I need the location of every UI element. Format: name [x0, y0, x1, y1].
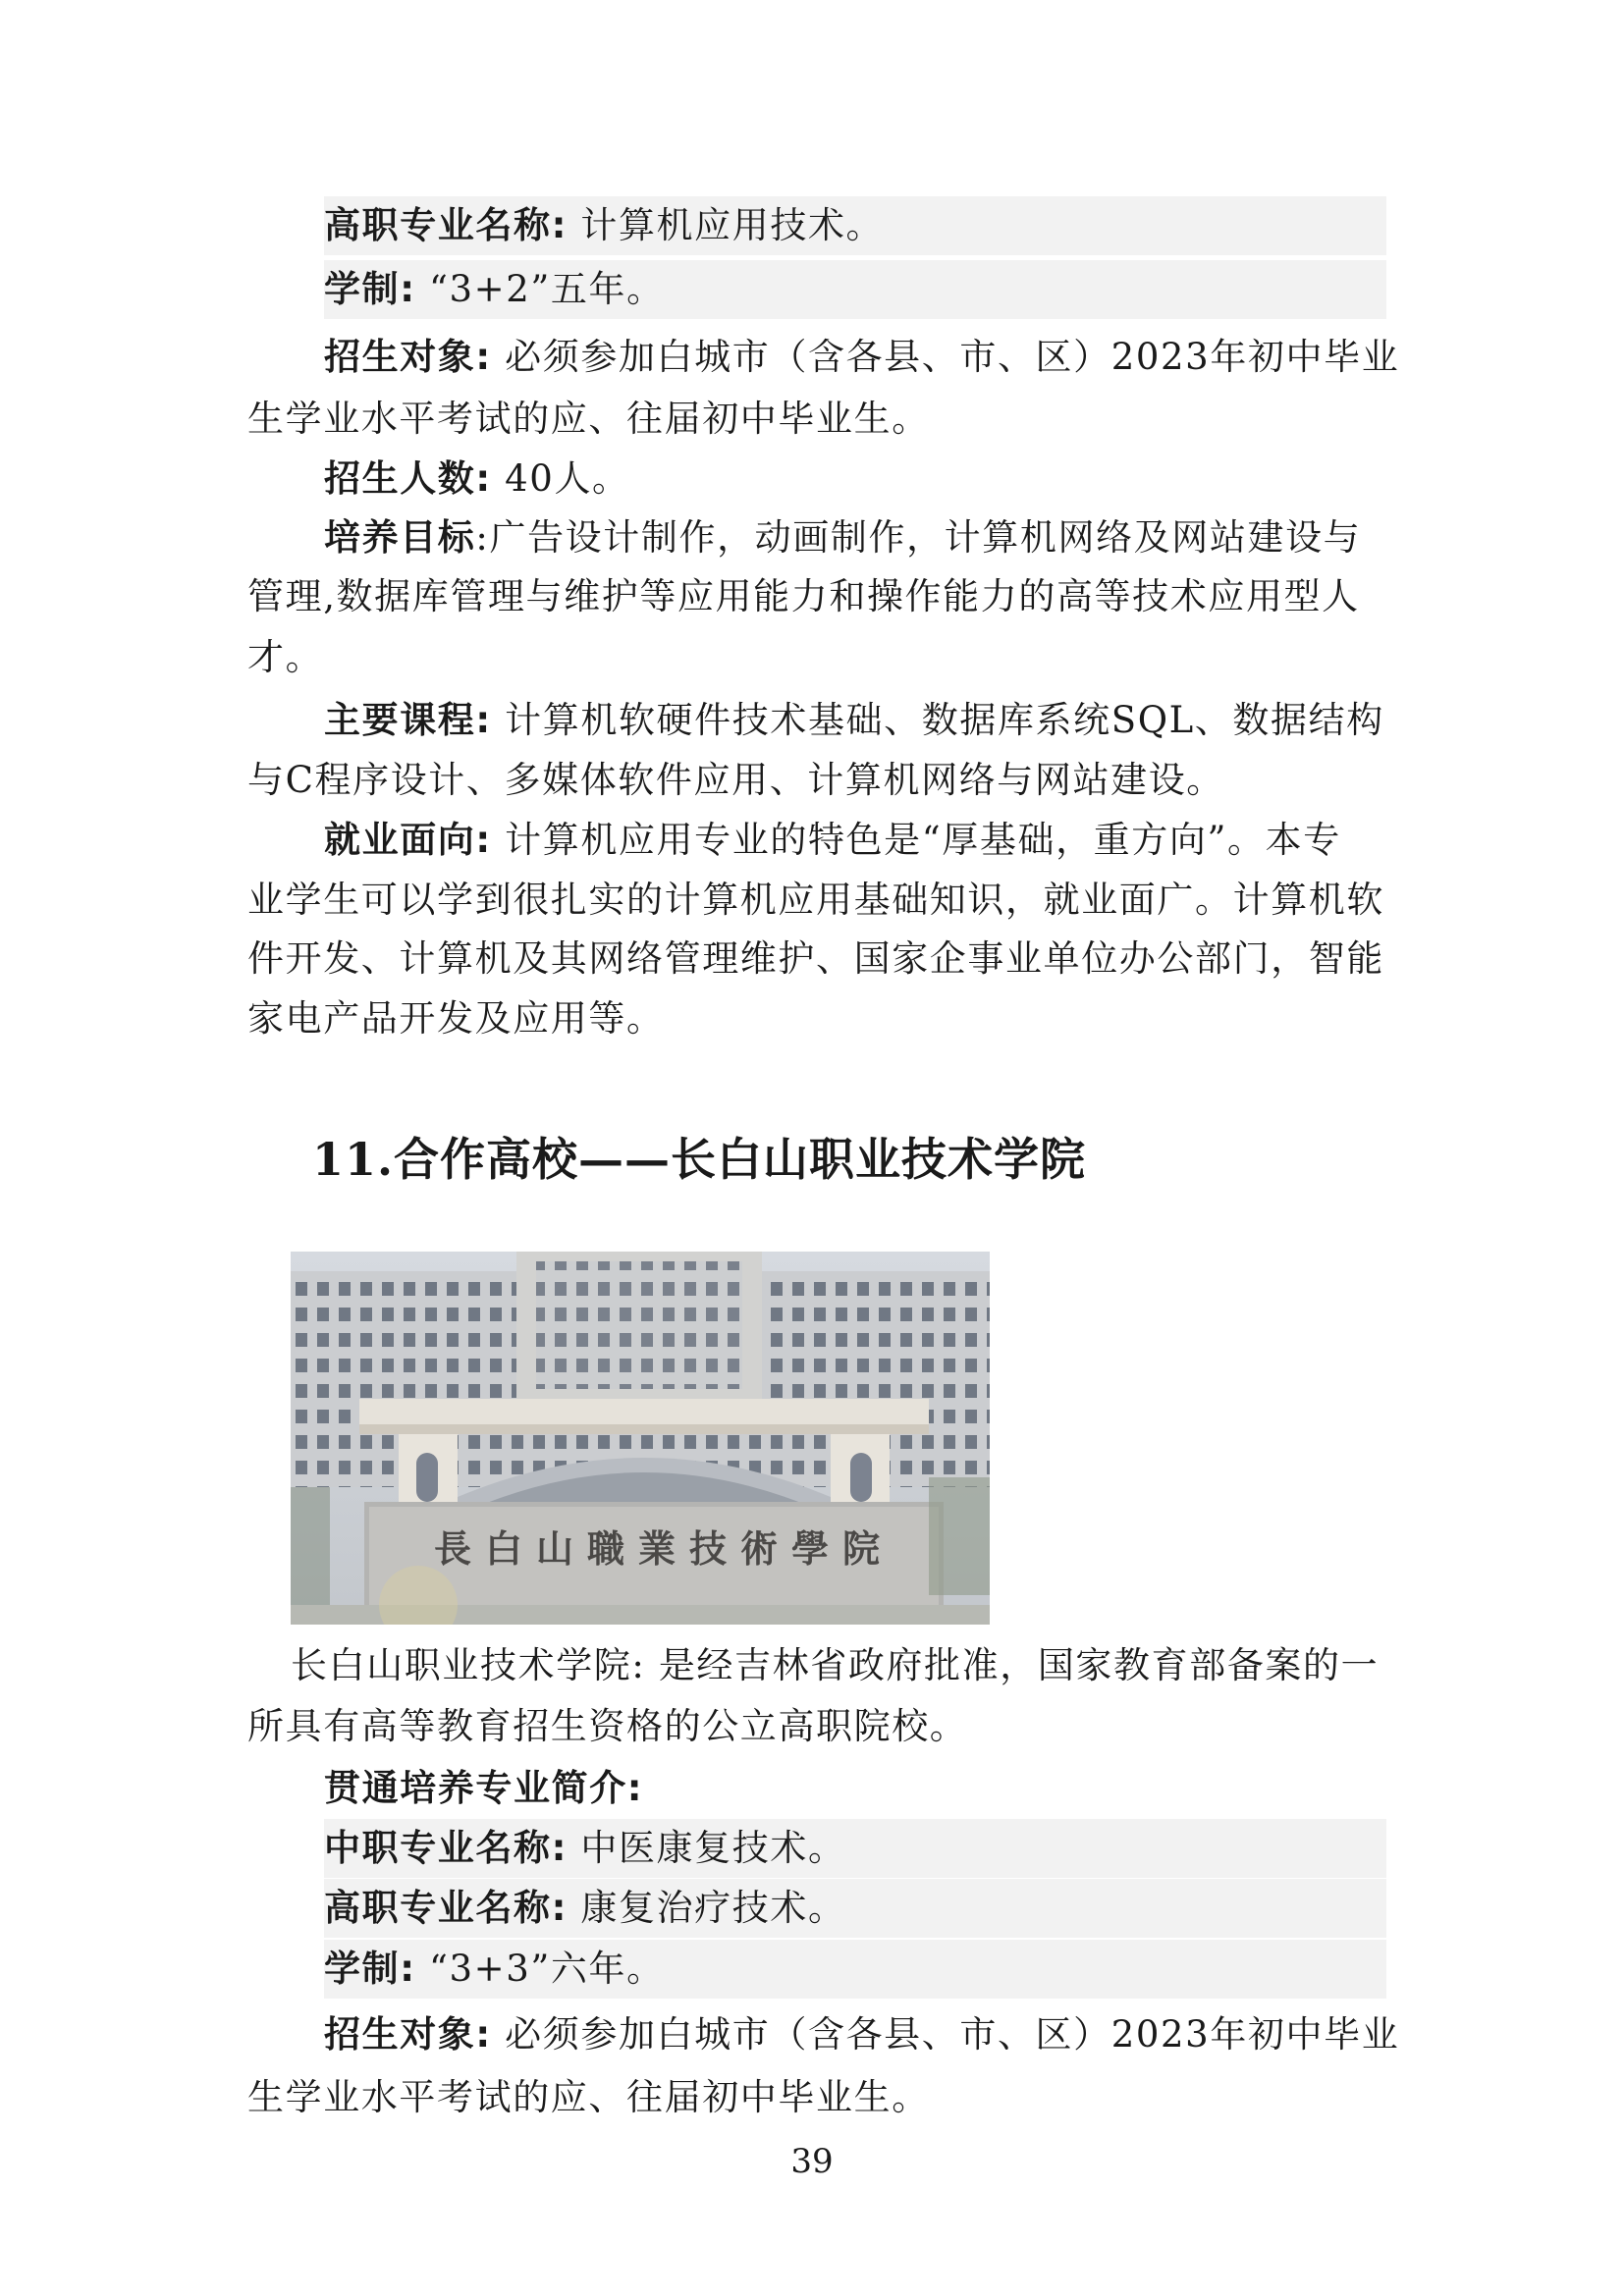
duration-value: “3+2”五年。: [415, 268, 665, 310]
secondary-major-line: [324, 1819, 1386, 1878]
duration2-value: “3+3”六年。: [415, 1948, 665, 1990]
duration-label: 学制:: [324, 268, 416, 310]
section-heading: 11.合作高校——长白山职业技术学院: [312, 1133, 1087, 1186]
major-name-value: 计算机应用技术。: [568, 204, 885, 246]
page-number: 39: [790, 2142, 834, 2181]
courses-label: 主要课程:: [324, 699, 492, 741]
courses-line-2: 与C程序设计、多媒体软件应用、计算机网络与网站建设。: [247, 759, 1224, 801]
quota-line: [324, 450, 1386, 508]
campus-photo: [291, 1252, 990, 1625]
courses-line-1: [324, 691, 1386, 750]
duration-line: [324, 260, 1386, 319]
duration2-label: 学制:: [324, 1948, 416, 1990]
intro-line-2: 所具有高等教育招生资格的公立高职院校。: [247, 1705, 968, 1747]
target-line-2: 生学业水平考试的应、往届初中毕业生。: [247, 398, 930, 440]
goal-label: 培养目标: [324, 516, 476, 559]
goal-line-1: [324, 508, 1386, 567]
target-line-1: [324, 328, 1400, 387]
courses-text-1: 计算机软硬件技术基础、数据库系统SQL、数据结构: [491, 699, 1384, 741]
major-name-label: 高职专业名称:: [324, 204, 568, 246]
target2-line-1: [324, 2005, 1400, 2064]
goal-text-1: :广告设计制作，动画制作，计算机网络及网站建设与: [475, 516, 1362, 559]
employment-line-4: 家电产品开发及应用等。: [247, 997, 665, 1040]
higher-major-label: 高职专业名称:: [324, 1887, 568, 1929]
duration2-line: [324, 1940, 1386, 1999]
higher-major-line: [324, 1879, 1386, 1938]
program-title-line: [324, 1759, 1386, 1818]
secondary-major-label: 中职专业名称:: [324, 1827, 568, 1869]
goal-line-3: 才。: [247, 636, 324, 678]
target2-line-2: 生学业水平考试的应、往届初中毕业生。: [247, 2076, 930, 2118]
quota-value: 40人。: [491, 457, 630, 500]
employment-label: 就业面向:: [324, 819, 492, 861]
program-title: 贯通培养专业简介:: [324, 1767, 644, 1809]
target2-text-1: 必须参加白城市（含各县、市、区）2023年初中毕业: [491, 2013, 1400, 2056]
secondary-major-value: 中医康复技术。: [568, 1827, 846, 1869]
higher-major-value: 康复治疗技术。: [568, 1887, 846, 1929]
intro-line-1: 长白山职业技术学院: 是经吉林省政府批准，国家教育部备案的一: [291, 1644, 1380, 1686]
employment-text-1: 计算机应用专业的特色是“厚基础，重方向”。本专: [491, 819, 1341, 861]
major-name-line: [324, 196, 1386, 255]
target-text-1: 必须参加白城市（含各县、市、区）2023年初中毕业: [491, 336, 1400, 378]
goal-line-2: 管理,数据库管理与维护等应用能力和操作能力的高等技术应用型人: [247, 575, 1360, 617]
employment-line-2: 业学生可以学到很扎实的计算机应用基础知识，就业面广。计算机软: [247, 879, 1384, 921]
quota-label: 招生人数:: [324, 457, 492, 500]
employment-line-3: 件开发、计算机及其网络管理维护、国家企事业单位办公部门，智能: [247, 937, 1384, 980]
employment-line-1: [324, 811, 1386, 870]
campus-sign-text: 長白山職業技術學院: [433, 1526, 893, 1571]
target2-label: 招生对象:: [324, 2013, 492, 2056]
target-label: 招生对象:: [324, 336, 492, 378]
